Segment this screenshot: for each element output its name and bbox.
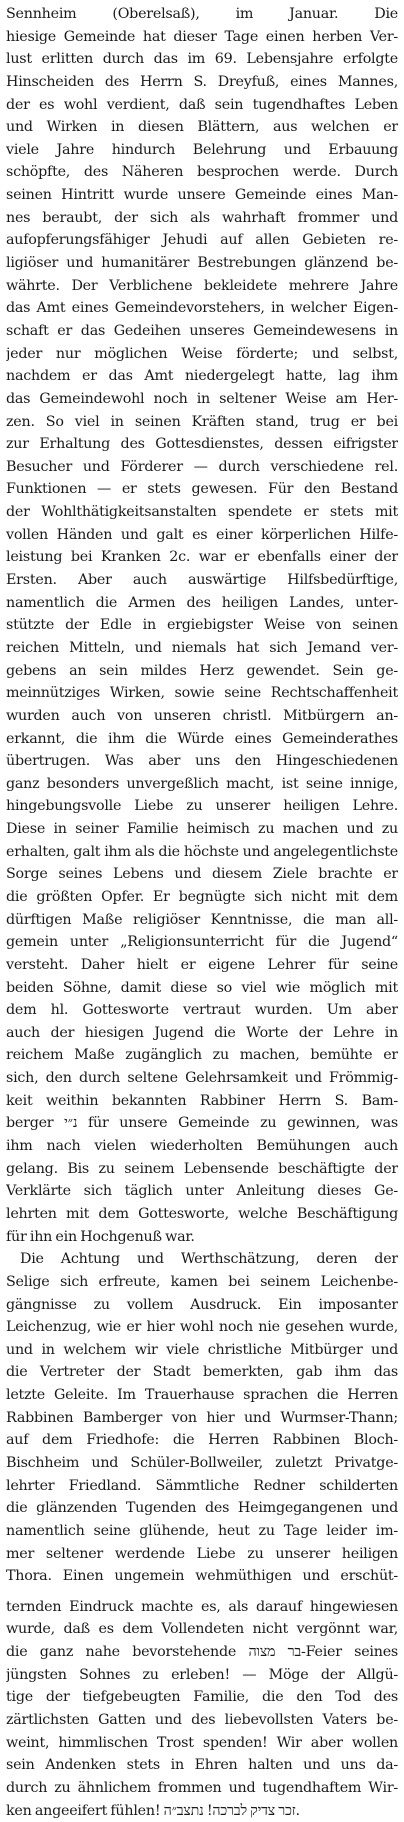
article-line: namentlich seine glühende, heut zu Tage leider im-: [6, 1522, 398, 1539]
article-line: vollen Händen und galt es einer körperlichen Hilfe-: [6, 526, 398, 543]
article-line: gelang. Bis zu seinem Lebensende beschäftigte der: [6, 1160, 398, 1177]
article-line: die glänzenden Tugenden des Heimgegangenen und: [6, 1500, 398, 1517]
article-line: die größten Opfer. Er begnügte sich nicht mit dem: [6, 888, 398, 905]
article-line: das Gemeindewohl noch in seltener Weise am Her-: [6, 390, 398, 407]
article-line: währte. Der Verblichene bekleidete mehrere Jahre: [6, 277, 398, 294]
article-line: jüngsten Sohnes zu erleben! — Möge der Allgü-: [6, 1666, 398, 1683]
article-line: Hinscheiden des Herrn S. Dreyfuß, eines Mannes,: [6, 73, 398, 90]
article-line: berger נ״י für unsere Gemeinde zu gewinnen, was: [6, 1115, 398, 1132]
article-line: Diese in seiner Familie heimisch zu machen und zu: [6, 821, 398, 838]
article-line: erkannt, die ihm die Würde eines Gemeinderathes: [6, 730, 398, 747]
article-line: erhalten, galt ihm als die höchste und angelegentlichste: [6, 843, 398, 860]
article-line: zen. So viel in seinen Kräften stand, trug er bei: [6, 413, 398, 430]
article-line: Verklärte sich täglich unter Anleitung dieses Ge-: [6, 1183, 398, 1200]
article-line: Bischheim und Schüler-Bollweiler, zuletzt Privatge-: [6, 1455, 398, 1471]
article-line: leistung bei Kranken 2c. war er ebenfalls einer der: [6, 549, 398, 566]
article-line: und in welchem wir viele christliche Mitbürger und: [6, 1341, 398, 1358]
article-line: schöpfte, des Näheren besprochen werde. Durch: [6, 164, 398, 181]
article-line: weint, himmlischen Trost spenden! Wir aber wollen: [6, 1734, 398, 1751]
article-line: tige der tiefgebeugten Familie, die den Tod des: [6, 1689, 398, 1706]
news-article: [6, 3, 398, 1822]
article-line: Ersten. Aber auch auswärtige Hilfsbedürftige,: [6, 572, 398, 589]
article-line: aufopferungsfähiger Jehudi auf allen Gebieten re-: [6, 232, 398, 249]
article-line: hingebungsvolle Liebe zu unserer heiligen Lehre.: [6, 798, 398, 815]
article-line: zur Erhaltung des Gottesdienstes, dessen eifrigster: [6, 436, 398, 453]
article-line: Die Achtung und Werthschätzung, deren der: [20, 1251, 398, 1268]
article-line: Besucher und Förderer — durch verschiedene rel.: [6, 458, 398, 475]
article-line: ken angeeifert fühlen! זכר צדיק לברכה! נתצב״ה.: [6, 1802, 300, 1819]
article-line: reichen Mitteln, und niemals hat sich Jemand ver-: [6, 639, 398, 656]
article-line: die ganz nahe bevorstehende בר מצוה-Feier seines: [6, 1644, 398, 1661]
article-line: beiden Söhne, damit diese so viel wie möglich mit: [6, 979, 398, 996]
article-line: gängnisse zu vollem Ausdruck. Ein imposanter: [6, 1296, 398, 1313]
article-line: auf dem Friedhofe: die Herren Rabbinen Bloch-: [6, 1432, 398, 1449]
article-line: und Wirken in diesen Blättern, aus welchen er: [6, 119, 398, 136]
article-line: reichem Maße zugänglich zu machen, bemühte er: [6, 1047, 398, 1064]
article-line: dürftigen Maße religiöser Kenntnisse, die man all-: [6, 911, 398, 928]
article-line: keit weithin bekannten Rabbiner Herrn S. Bam-: [6, 1092, 398, 1109]
article-line: ligiöser und humanitärer Bestrebungen glänzend be-: [6, 255, 398, 272]
article-line: nes beraubt, der sich als wahrhaft frommer und: [6, 209, 398, 226]
article-line: Funktionen — er stets gewesen. Für den Bestand: [6, 481, 398, 498]
article-line: die Vertreter der Stadt bemerkten, gab ihm das: [6, 1364, 398, 1381]
article-line: der es wohl verdient, daß sein tugendhaftes Leben: [6, 96, 398, 113]
article-line: Leichenzug, wie er hier wohl noch nie gesehen wurde,: [6, 1319, 398, 1336]
article-line: sein Andenken stets in Ehren halten und uns da-: [6, 1757, 398, 1774]
article-line: durch zu ähnlichem frommen und tugendhaftem Wir-: [6, 1779, 398, 1796]
article-line: Rabbinen Bamberger von hier und Wurmser-Thann;: [6, 1409, 398, 1426]
article-line: namentlich die Armen des heiligen Landes, unter-: [6, 594, 398, 611]
article-line: gebens an sein mildes Herz gewendet. Sein ge-: [6, 662, 398, 679]
article-line: stützte der Edle in ergiebigster Weise von seinen: [6, 617, 398, 634]
article-line: schaft er das Gedeihen unseres Gemeindewesens in: [6, 322, 398, 339]
article-line: lehrter Friedland. Sämmtliche Redner schilderten: [6, 1477, 398, 1494]
article-line: das Amt eines Gemeindevorstehers, in welcher Eigen-: [6, 300, 398, 317]
article-line: wurde, daß es dem Vollendeten nicht vergönnt war,: [6, 1621, 398, 1638]
article-line: meinnütziges Wirken, sowie seine Rechtschaffenheit: [6, 685, 398, 702]
article-line: Thora. Einen ungemein wehmüthigen und erschüt-: [6, 1568, 398, 1585]
article-line: nachdem er das Amt niedergelegt hatte, lag ihm: [6, 368, 398, 385]
article-line: seinen Hintritt wurde unsere Gemeinde eines Man-: [6, 187, 398, 204]
article-line: auch der hiesigen Jugend die Worte der Lehre in: [6, 1024, 398, 1041]
article-line: Sennheim (Oberelsaß), im Januar. Die: [6, 6, 398, 22]
article-line: hiesige Gemeinde hat dieser Tage einen herben Ver-: [6, 28, 398, 45]
article-line: letzte Geleite. Im Trauerhause sprachen die Herren: [6, 1387, 398, 1404]
article-line: viele Jahre hindurch Belehrung und Erbauung: [6, 141, 398, 158]
article-line: ternden Eindruck machte es, als darauf hingewiesen: [6, 1598, 398, 1615]
article-line: Selige sich erfreute, kamen bei seinem Leichenbe-: [6, 1273, 398, 1290]
article-line: ihm nach vielen wiederholten Bemühungen auch: [6, 1138, 398, 1155]
article-line: übertrugen. Was aber uns den Hingeschiedenen: [6, 753, 398, 770]
article-line: jeder nur möglichen Weise förderte; und selbst,: [6, 345, 398, 362]
article-line: sich, den durch seltene Gelehrsamkeit und Frömmig-: [6, 1070, 398, 1087]
article-line: mer seltener werdende Liebe zu unserer heiligen: [6, 1545, 398, 1562]
article-line: ganz besonders unvergeßlich macht, ist seine innige,: [6, 775, 398, 792]
article-line: lehrten mit dem Gottesworte, welche Beschäftigung: [6, 1205, 398, 1222]
article-line: gemein unter „Religionsunterricht für die Jugend“: [6, 934, 398, 951]
article-line: der Wohlthätigkeitsanstalten spendete er stets mit: [6, 504, 398, 521]
article-line: versteht. Daher hielt er eigene Lehrer für seine: [6, 956, 398, 973]
article-line: wurden auch von unseren christl. Mitbürgern an-: [6, 707, 398, 724]
article-line: Sorge seines Lebens und diesem Ziele brachte er: [6, 866, 398, 883]
article-line: lust erlitten durch das im 69. Lebensjahre erfolgte: [6, 51, 398, 68]
article-line: zärtlichsten Gatten und des liebevollsten Vaters be-: [6, 1712, 398, 1729]
article-line: für ihn ein Hochgenuß war.: [6, 1228, 195, 1245]
article-line: dem hl. Gottesworte vertraut wurden. Um aber: [6, 1002, 398, 1019]
